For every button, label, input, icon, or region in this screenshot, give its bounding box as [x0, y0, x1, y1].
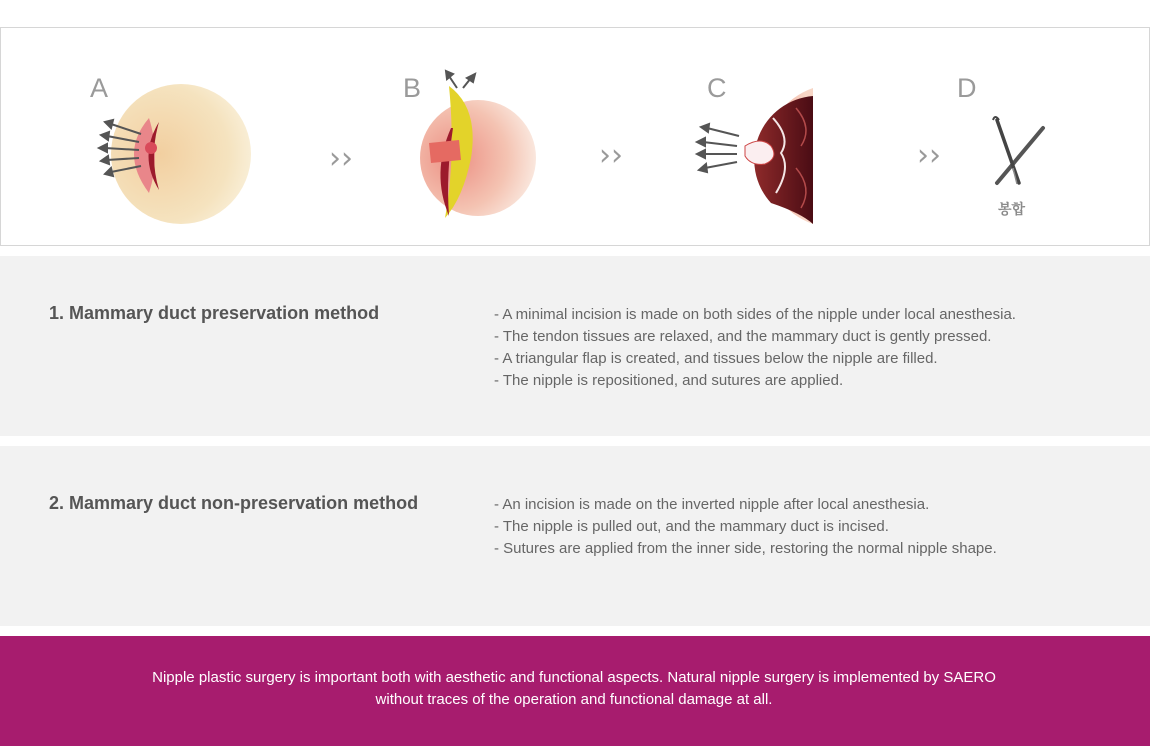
step-letter: C [707, 73, 727, 103]
method-step: - A minimal incision is made on both sides of the nipple under local anesthesia. [494, 306, 1016, 323]
method-preservation-section [0, 256, 1150, 436]
method-title: 1. Mammary duct preservation method [49, 303, 380, 323]
method-title: 2. Mammary duct non-preservation method [49, 493, 419, 513]
step-letter: A [90, 73, 109, 103]
method-step: - The tendon tissues are relaxed, and the mammary duct is gently pressed. [494, 328, 992, 345]
step-c-illustration [697, 73, 813, 224]
needle-icon [993, 117, 1043, 184]
step-letter: D [957, 73, 977, 103]
method-step: - The nipple is pulled out, and the mammary duct is incised. [494, 518, 889, 535]
surgery-step-diagram [0, 27, 1150, 246]
method-steps-list [494, 494, 997, 560]
method-non-preservation-section [0, 446, 1150, 626]
method-step: - An incision is made on the inverted nipple after local anesthesia. [494, 496, 930, 513]
step-arrow: ›› [599, 138, 623, 173]
step-d-illustration [957, 73, 1043, 218]
step-arrow: ›› [917, 138, 941, 173]
method-step: - Sutures are applied from the inner side, restoring the normal nipple shape. [494, 540, 997, 557]
step-a-illustration [90, 73, 251, 224]
footer-banner [0, 636, 1150, 746]
step-letter: B [403, 73, 422, 103]
method-step: - The nipple is repositioned, and sutures are applied. [494, 372, 844, 389]
step-b-illustration [403, 71, 536, 218]
footer-text: Nipple plastic surgery is important both with aesthetic and functional aspects. Natural nipple surgery is implemented by SAERO without traces of the operation and functional damage at all. [152, 669, 996, 708]
method-step: - A triangular flap is created, and tissues below the nipple are filled. [494, 350, 938, 367]
method-steps-list [494, 304, 1016, 392]
diagram-svg [1, 28, 1149, 245]
suture-label: 봉합 [998, 202, 1026, 218]
step-arrow: ›› [329, 141, 353, 176]
